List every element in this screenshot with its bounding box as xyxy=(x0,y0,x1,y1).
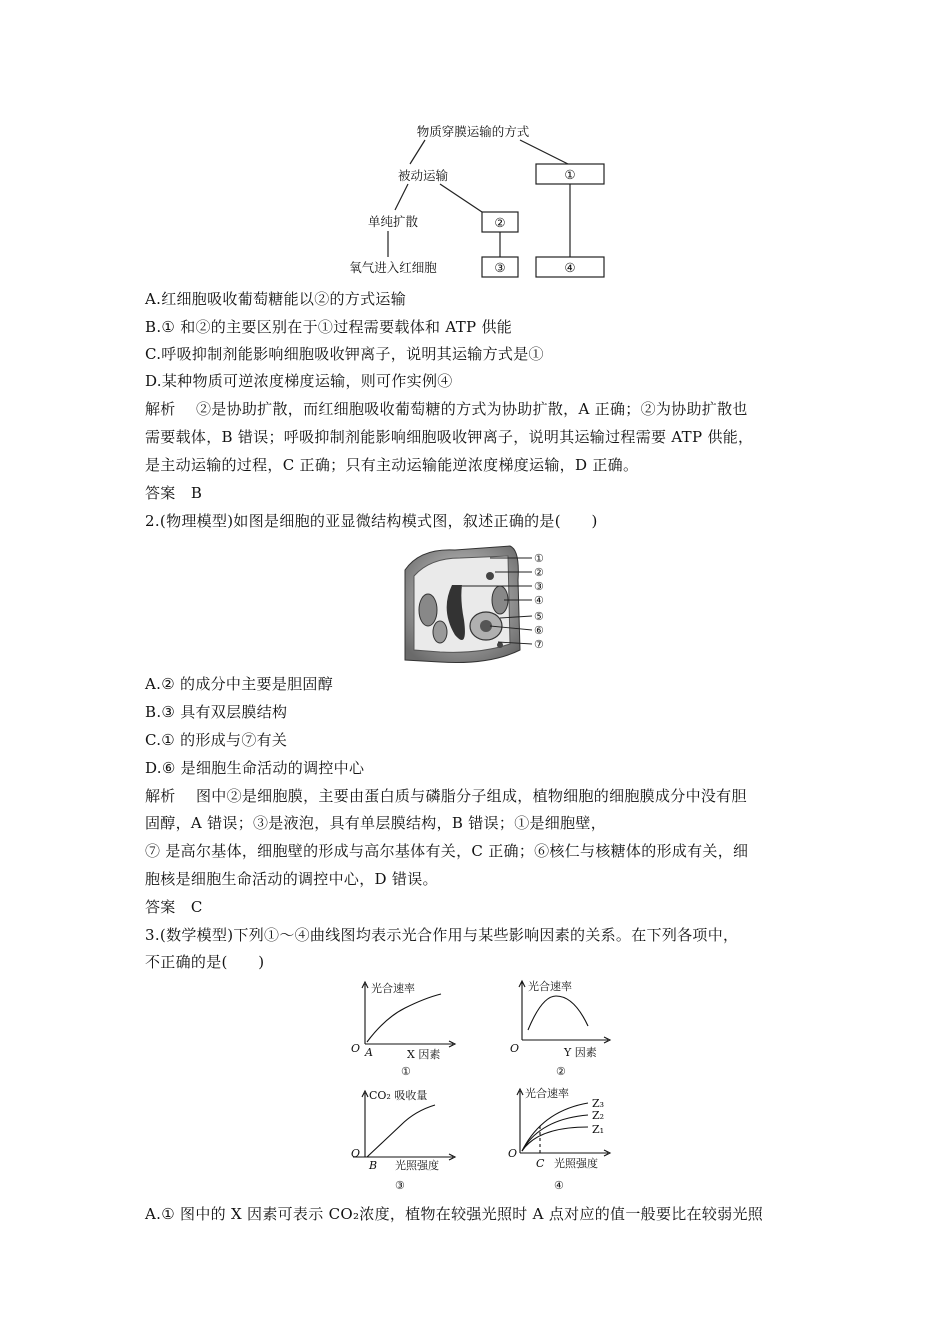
cell-label-7: ⑦ xyxy=(534,638,544,651)
q3-stem-2: 不正确的是( ) xyxy=(145,953,265,971)
graph-2 xyxy=(508,978,623,1083)
q1-analysis-3: 是主动运输的过程，C 正确；只有主动运输能逆浓度梯度运输，D 正确。 xyxy=(145,456,639,474)
q2-analysis-4: 胞核是细胞生命活动的调控中心，D 错误。 xyxy=(145,870,438,888)
g2-xlabel: Y 因素 xyxy=(564,1046,597,1059)
cell-label-5: ⑤ xyxy=(534,610,544,623)
q2-option-b: B.③ 具有双层膜结构 xyxy=(145,703,288,721)
q1-option-a: A.红细胞吸收葡萄糖能以②的方式运输 xyxy=(145,290,407,308)
cell-label-2: ② xyxy=(534,566,544,579)
g4-origin: O xyxy=(508,1147,518,1160)
g2-ylabel: 光合速率 xyxy=(528,980,572,993)
q1-option-b: B.① 和②的主要区别在于①过程需要载体和 ATP 供能 xyxy=(145,318,513,336)
box2-label: ② xyxy=(494,215,506,230)
g4-z3: Z₃ xyxy=(592,1097,605,1110)
graph-1 xyxy=(345,978,465,1083)
q1-option-d: D.某种物质可逆浓度梯度运输，则可作实例④ xyxy=(145,372,453,390)
g1-number: ① xyxy=(401,1065,411,1078)
q2-analysis-2: 固醇，A 错误；③是液泡，具有单层膜结构，B 错误；①是细胞壁， xyxy=(145,814,606,832)
passive-node: 被动运输 xyxy=(397,168,449,183)
g3-xlabel: 光照强度 xyxy=(395,1159,439,1172)
g4-ylabel: 光合速率 xyxy=(525,1087,569,1100)
q2-stem: 2.(物理模型)如图是细胞的亚显微结构模式图，叙述正确的是( ) xyxy=(145,512,598,530)
cell-label-6: ⑥ xyxy=(534,624,544,637)
g3-point: B xyxy=(369,1159,378,1172)
g1-origin: O xyxy=(351,1042,361,1055)
q3-option-a: A.① 图中的 X 因素可表示 CO₂浓度，植物在较强光照时 A 点对应的值一般要比在较弱光照 xyxy=(145,1205,764,1223)
g3-ylabel: CO₂ 吸收量 xyxy=(369,1089,428,1102)
g2-number: ② xyxy=(556,1065,566,1078)
q2-analysis-3: ⑦ 是高尔基体，细胞壁的形成与高尔基体有关，C 正确；⑥核仁与核糖体的形成有关，细 xyxy=(145,842,749,860)
cell-structure-figure xyxy=(400,540,560,668)
box1-label: ① xyxy=(564,167,576,182)
g1-ylabel: 光合速率 xyxy=(371,982,415,995)
g1-xlabel: X 因素 xyxy=(407,1048,441,1061)
g4-xlabel: 光照强度 xyxy=(554,1157,598,1170)
q3-stem-1: 3.(数学模型)下列①～④曲线图均表示光合作用与某些影响因素的关系。在下列各项中， xyxy=(145,926,739,944)
graph-4 xyxy=(508,1085,628,1195)
g3-number: ③ xyxy=(395,1179,405,1192)
g1-point: A xyxy=(365,1046,373,1059)
cell-label-1: ① xyxy=(534,552,544,565)
graph-3 xyxy=(345,1085,465,1195)
q2-option-c: C.① 的形成与⑦有关 xyxy=(145,731,288,749)
q1-analysis-2: 需要载体，B 错误；呼吸抑制剂能影响细胞吸收钾离子，说明其运输过程需要 ATP 供能， xyxy=(145,428,754,446)
q2-answer: 答案 C xyxy=(145,898,203,916)
g3-origin: O xyxy=(351,1147,361,1160)
transport-diagram xyxy=(330,118,620,283)
g4-number: ④ xyxy=(554,1179,564,1192)
oxygen-node: 氧气进入红细胞 xyxy=(349,260,437,275)
g2-origin: O xyxy=(510,1042,520,1055)
box3-label: ③ xyxy=(494,260,506,275)
cell-label-4: ④ xyxy=(534,594,544,607)
q1-analysis-1: 解析 ②是协助扩散，而红细胞吸收葡萄糖的方式为协助扩散，A 正确；②为协助扩散也 xyxy=(145,400,748,418)
q1-answer: 答案 B xyxy=(145,484,203,502)
root-node: 物质穿膜运输的方式 xyxy=(416,124,530,139)
simple-node: 单纯扩散 xyxy=(367,214,419,229)
q2-option-a: A.② 的成分中主要是胆固醇 xyxy=(145,675,334,693)
g4-z1: Z₁ xyxy=(592,1123,605,1136)
box4-label: ④ xyxy=(564,260,576,275)
g4-z2: Z₂ xyxy=(592,1109,605,1122)
q2-option-d: D.⑥ 是细胞生命活动的调控中心 xyxy=(145,759,365,777)
cell-label-3: ③ xyxy=(534,580,544,593)
q1-option-c: C.呼吸抑制剂能影响细胞吸收钾离子，说明其运输方式是① xyxy=(145,345,544,363)
g4-point: C xyxy=(536,1157,545,1170)
q2-analysis-1: 解析 图中②是细胞膜，主要由蛋白质与磷脂分子组成，植物细胞的细胞膜成分中没有胆 xyxy=(145,787,747,805)
